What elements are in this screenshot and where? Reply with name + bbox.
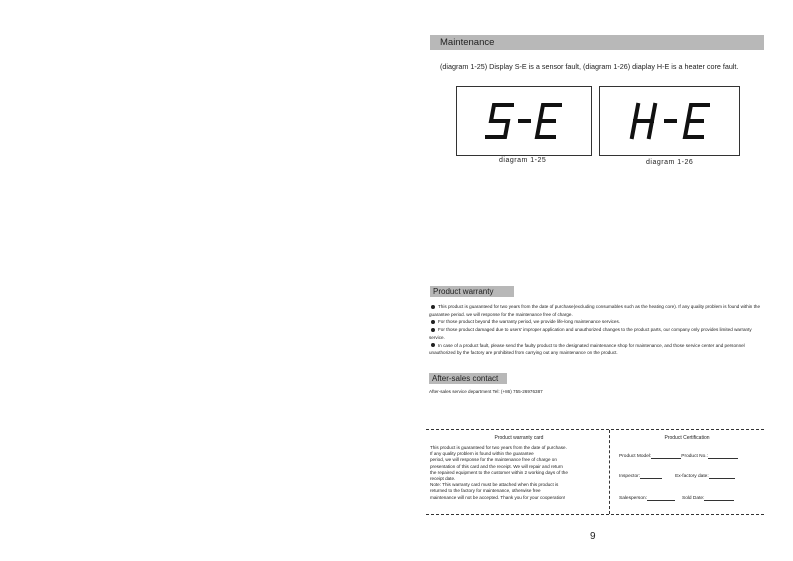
inspector-blank[interactable] (640, 472, 662, 479)
warranty-item: For those product damaged due to users' improper application and unauthorized changes to the product parts, our company only provides limited warranty service. (429, 327, 752, 340)
salesperson-blank[interactable] (647, 494, 675, 501)
maintenance-heading: Maintenance (430, 35, 764, 50)
display-diagram-sensor-fault (456, 86, 592, 156)
sold-date-blank[interactable] (704, 494, 734, 501)
cut-line-middle (609, 430, 610, 514)
salesperson-label: Salesperson: (619, 496, 647, 501)
diagram-caption: diagram 1-25 (499, 157, 547, 164)
cut-line-top (426, 429, 764, 430)
warranty-card-title: Product warranty card (494, 435, 544, 441)
display-diagram-heater-fault (599, 86, 740, 156)
diagram-caption: diagram 1-26 (646, 159, 694, 166)
product-model-label: Product Model: (619, 454, 652, 459)
warranty-card-text: This product is guaranteed for two years from the date of purchase. If any quality problem is found within the guarantee period, we will response for the maintenance free of charge on presentation of this card and the receipt. We will repair and return the repaired equipment to the customer within 2 working days of the receipt date. Note: This warranty card must be attached when this product is returned to the factory for maintenance, otherwise free maintenance will not be accepted. Thank you for your cooperation! (430, 445, 568, 500)
product-number-label: Product No.: (681, 454, 708, 459)
cut-line-bottom (426, 514, 764, 515)
ex-factory-blank[interactable] (709, 472, 735, 479)
warranty-item: For those product beyond the warranty period, we provide life-long maintenance services. (429, 318, 765, 326)
after-sales-contact: After-sales service department Tel: (+86) 755-26976387 (429, 389, 543, 394)
bullet-icon (431, 320, 435, 324)
sold-date-label: Sold Date: (682, 496, 705, 501)
segment-display-s-e (457, 87, 591, 155)
bullet-icon (431, 343, 435, 347)
cert-row-model (619, 452, 738, 459)
inspector-label: Inspector: (619, 474, 641, 479)
after-sales-heading: After-sales contact (429, 373, 507, 384)
page-number: 9 (590, 531, 596, 542)
cert-row-sales (619, 494, 734, 501)
warranty-heading: Product warranty (430, 286, 514, 297)
product-model-blank[interactable] (651, 452, 681, 459)
certification-title: Product Certification (664, 435, 710, 441)
warranty-list (429, 303, 765, 357)
bullet-icon (431, 328, 435, 332)
warranty-item: In case of a product fault, please send the faulty product to the designated maintenance shop for maintenance, and those service center and personnel unauthorized by the factory are prohibited from carrying out any maintenance on the product. (429, 342, 745, 356)
segment-display-h-e (600, 87, 739, 155)
warranty-item: This product is guaranteed for two years from the date of purchase(excluding consumables such as the heating core). If any quality problem is found within the guarantee period. we will response for the maintenance free of charge. (429, 304, 760, 317)
maintenance-description: (diagram 1-25) Display S-E is a sensor fault, (diagram 1-26) diaplay H-E is a heater core fault. (440, 62, 739, 71)
bullet-icon (431, 305, 435, 309)
ex-factory-label: Ex-factory date: (675, 474, 709, 479)
product-number-blank[interactable] (708, 452, 738, 459)
cert-row-inspector (619, 472, 735, 479)
